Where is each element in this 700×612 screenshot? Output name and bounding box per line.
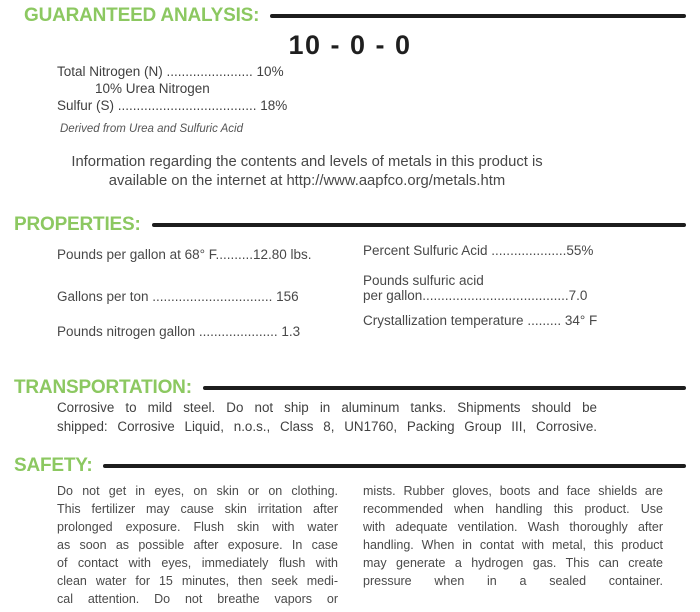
- property-row-pounds-nitrogen-gallon: Pounds nitrogen gallon ..................... 1.3: [57, 324, 301, 339]
- property-row-crystallization-temperature: Crystallization temperature ......... 34° F: [363, 313, 598, 328]
- properties-section-header: [14, 214, 686, 236]
- property-row-pounds-sulfuric-acid-label: Pounds sulfuric acid: [363, 273, 484, 288]
- properties-heading: PROPERTIES:: [14, 214, 141, 235]
- transportation-line: Corrosive to mild steel. Do not ship in aluminum tanks. Shipments should be: [57, 400, 597, 415]
- heading-rule: [103, 464, 686, 468]
- safety-line: prolonged exposure. Flush skin with water: [57, 520, 338, 534]
- property-row-pounds-per-gallon: Pounds per gallon at 68° F..........12.80 lbs.: [57, 247, 312, 262]
- guaranteed-analysis-heading: GUARANTEED ANALYSIS:: [24, 5, 260, 26]
- safety-line: with adequate ventilation. Wash thoroughly after: [363, 520, 663, 534]
- safety-heading: SAFETY:: [14, 455, 93, 476]
- heading-rule: [152, 223, 686, 227]
- transportation-text: [57, 399, 597, 436]
- metals-info-text: [10, 153, 604, 191]
- safety-text-left-column: [57, 482, 338, 608]
- transportation-heading: TRANSPORTATION:: [14, 377, 192, 398]
- analysis-row-sulfur: Sulfur (S) ..................................... 18%: [57, 97, 288, 113]
- safety-line: handling. When in contat with metal, this product: [363, 538, 663, 552]
- transportation-section-header: [14, 377, 686, 399]
- metals-info-line: available on the internet at http://www.aapfco.org/metals.htm: [108, 173, 506, 189]
- analysis-rows: [57, 64, 287, 114]
- safety-line: as soon as possible after exposure. In case: [57, 538, 338, 552]
- safety-line: Do not get in eyes, on skin or on clothing.: [57, 484, 338, 498]
- properties-right-column: [363, 243, 633, 328]
- safety-line: cal attention. Do not breathe vapors or: [57, 592, 338, 606]
- safety-line: recommended when handling this product. Use: [363, 502, 663, 516]
- npk-grade: 10 - 0 - 0: [288, 30, 412, 60]
- property-row-gallons-per-ton: Gallons per ton ................................ 156: [57, 289, 299, 304]
- guaranteed-analysis-section-header: [24, 5, 686, 27]
- analysis-row-total-nitrogen: Total Nitrogen (N) ....................... 10%: [57, 64, 284, 79]
- safety-text-right-column: [363, 482, 663, 590]
- properties-left-column: [57, 247, 337, 339]
- property-row-pounds-sulfuric-acid-value: per gallon.......................................7.0: [363, 288, 588, 303]
- safety-line: This fertilizer may cause skin irritation after: [57, 502, 338, 516]
- property-row-percent-sulfuric-acid: Percent Sulfuric Acid ....................55%: [363, 243, 594, 258]
- analysis-row-urea-nitrogen: 10% Urea Nitrogen: [95, 80, 210, 96]
- properties-table: [0, 235, 700, 345]
- heading-rule: [203, 386, 686, 390]
- safety-line: pressure when in a sealed container.: [363, 574, 663, 588]
- heading-rule: [270, 14, 686, 18]
- safety-line: of contact with eyes, immediately flush with: [57, 556, 338, 570]
- metals-info-line: Information regarding the contents and levels of metals in this product is: [71, 154, 543, 170]
- derived-from-note: Derived from Urea and Sulfuric Acid: [60, 123, 244, 135]
- safety-section-header: [14, 455, 686, 477]
- safety-line: mists. Rubber gloves, boots and face shields are: [363, 484, 663, 498]
- safety-line: may generate a hydrogen gas. This can create: [363, 556, 663, 570]
- transportation-line: shipped: Corrosive Liquid, n.o.s., Class 8, UN1760, Packing Group III, Corrosive.: [57, 418, 597, 434]
- safety-line: clean water for 15 minutes, then seek medi-: [57, 574, 338, 588]
